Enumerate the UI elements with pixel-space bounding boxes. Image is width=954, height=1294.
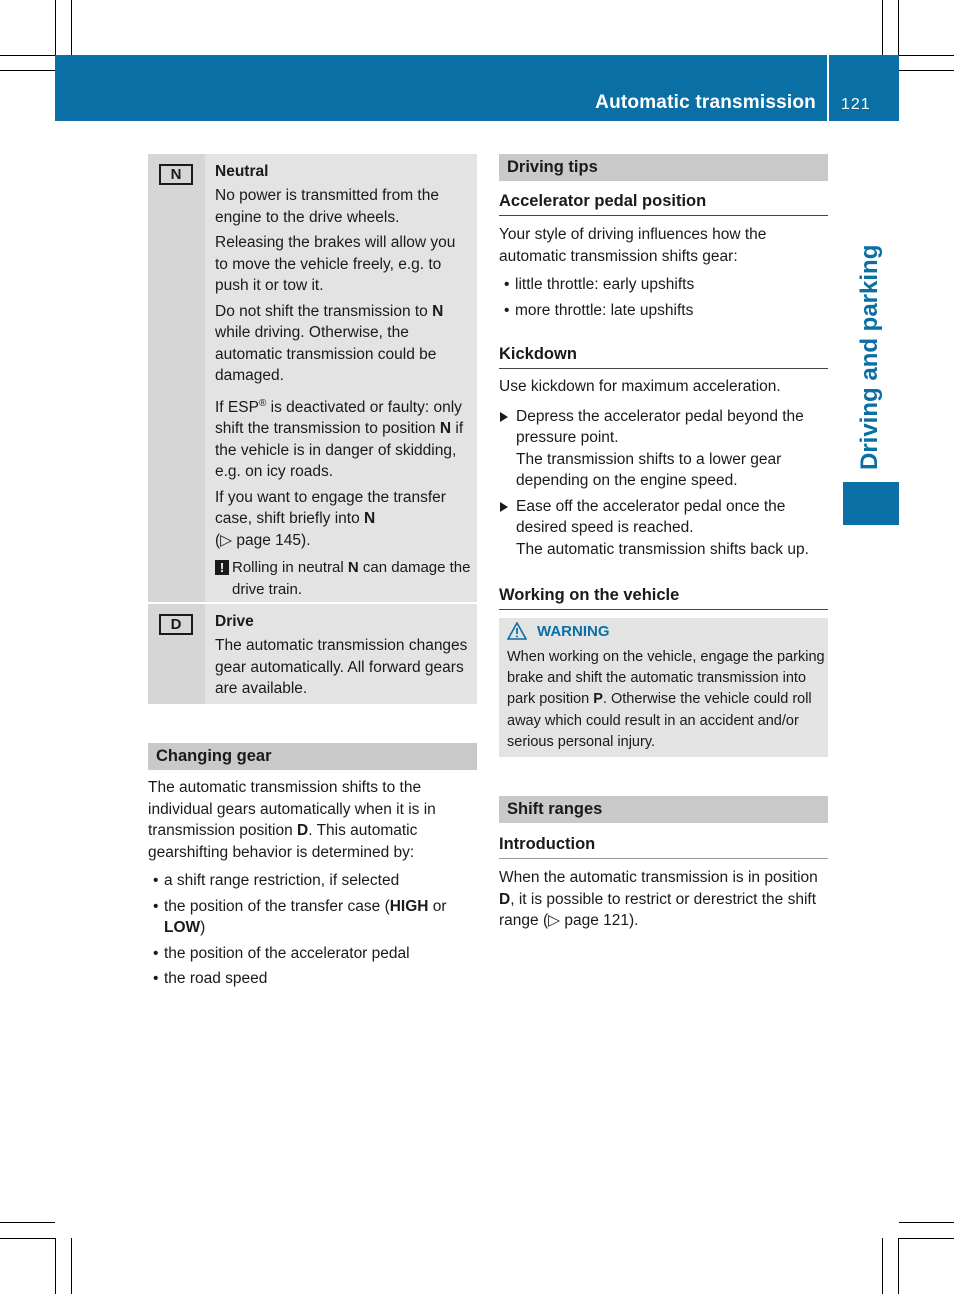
list-item: • more throttle: late upshifts [499, 300, 829, 322]
gear-table [148, 154, 477, 704]
crop-mark [882, 0, 883, 55]
list-item: • the road speed [148, 968, 478, 990]
accelerator-body [499, 224, 829, 325]
crop-mark [898, 1238, 899, 1294]
bullet-list [499, 274, 829, 321]
gear-description [205, 604, 477, 704]
subheading: Kickdown [499, 345, 828, 369]
section-heading: Changing gear [156, 747, 272, 765]
step-item: Ease off the accelerator pedal once the desired speed is reached. The automatic transmission shifts back up. [499, 496, 831, 561]
crop-mark [882, 1238, 883, 1294]
paragraph: When the automatic transmission is in position D, it is possible to restrict or derestrict the shift range (▷ page 121). [499, 869, 818, 929]
section-title: Automatic transmission [595, 92, 816, 113]
crop-mark [899, 1222, 954, 1223]
crop-mark [55, 1238, 56, 1294]
step-item: Depress the accelerator pedal beyond the pressure point. The transmission shifts to a lower gear depending on the engine speed. [499, 406, 831, 492]
list-item: • a shift range restriction, if selected [148, 870, 478, 892]
header-divider [827, 55, 829, 121]
step-list [499, 406, 831, 561]
section-heading-bar [499, 796, 828, 823]
arrow-right-icon [500, 412, 508, 422]
gear-title: Drive [215, 613, 254, 630]
exclamation-icon: ! [215, 560, 229, 575]
list-item: • the position of the transfer case (HIGH or LOW) [148, 896, 478, 939]
crop-mark [71, 0, 72, 55]
paragraph: If ESP® is deactivated or faulty: only shift the transmission to position N if the vehicle is in danger of skidding, e.g. on icy roads. [215, 397, 464, 481]
side-tab [843, 482, 899, 525]
gear-symbol-cell [148, 154, 205, 602]
paragraph: The automatic transmission shifts to the individual gears automatically when it is in transmission position D. This automatic gearshifting behavior is determined by: [148, 779, 436, 861]
crop-mark [898, 0, 899, 55]
list-item: • little throttle: early upshifts [499, 274, 829, 296]
paragraph: Your style of driving influences how the automatic transmission shifts gear: [499, 226, 767, 265]
crop-mark [899, 1238, 954, 1239]
gear-symbol-cell [148, 604, 205, 704]
crop-mark [899, 55, 954, 56]
section-heading: Driving tips [507, 158, 598, 176]
warning-label: WARNING [537, 622, 610, 640]
crop-mark [0, 1222, 55, 1223]
page-number: 121 [841, 96, 871, 113]
changing-gear-body [148, 777, 478, 994]
crop-mark [71, 1238, 72, 1294]
paragraph: Do not shift the transmission to N while driving. Otherwise, the automatic transmission could be damaged. [215, 302, 444, 384]
subheading: Introduction [499, 835, 828, 859]
arrow-right-icon [500, 502, 508, 512]
shift-ranges-body [499, 867, 829, 932]
paragraph: Releasing the brakes will allow you to move the vehicle freely, e.g. to push it or tow it. [215, 234, 456, 294]
note-text: Rolling in neutral N can damage the drive train. [232, 559, 471, 598]
gear-n-icon: N [159, 164, 193, 185]
paragraph: No power is transmitted from the engine to the drive wheels. [215, 187, 439, 226]
crop-mark [0, 55, 55, 56]
crop-mark [55, 0, 56, 55]
gear-title: Neutral [215, 163, 269, 180]
crop-mark [899, 70, 954, 71]
warning-box [499, 618, 828, 757]
kickdown-body [499, 376, 831, 564]
crop-mark [0, 70, 55, 71]
page-reference[interactable]: (▷ page 145). [215, 531, 311, 549]
bullet-list [148, 870, 478, 990]
section-heading: Shift ranges [507, 800, 603, 818]
gear-d-icon: D [159, 614, 193, 635]
paragraph: If you want to engage the transfer case, shift briefly into N (▷ page 145). [215, 488, 446, 549]
paragraph: The automatic transmission changes gear automatically. All forward gears are available. [215, 637, 468, 697]
gear-description [205, 154, 477, 602]
paragraph: Use kickdown for maximum acceleration. [499, 378, 781, 395]
note [215, 557, 471, 604]
warning-header [507, 622, 610, 640]
subheading: Accelerator pedal position [499, 192, 828, 216]
warning-icon [507, 622, 527, 640]
list-item: • the position of the accelerator pedal [148, 943, 478, 965]
side-tab-label: Driving and parking [856, 244, 883, 470]
gear-row-neutral [148, 154, 477, 604]
section-heading-bar [499, 154, 828, 181]
section-heading-bar [148, 743, 477, 770]
warning-text: When working on the vehicle, engage the parking brake and shift the automatic transmission into park position P. Otherwise the vehicle could roll away which could result in an accident and/or serious personal injury. [507, 649, 825, 750]
crop-mark [0, 1238, 55, 1239]
subheading: Working on the vehicle [499, 586, 828, 610]
gear-row-drive [148, 604, 477, 704]
